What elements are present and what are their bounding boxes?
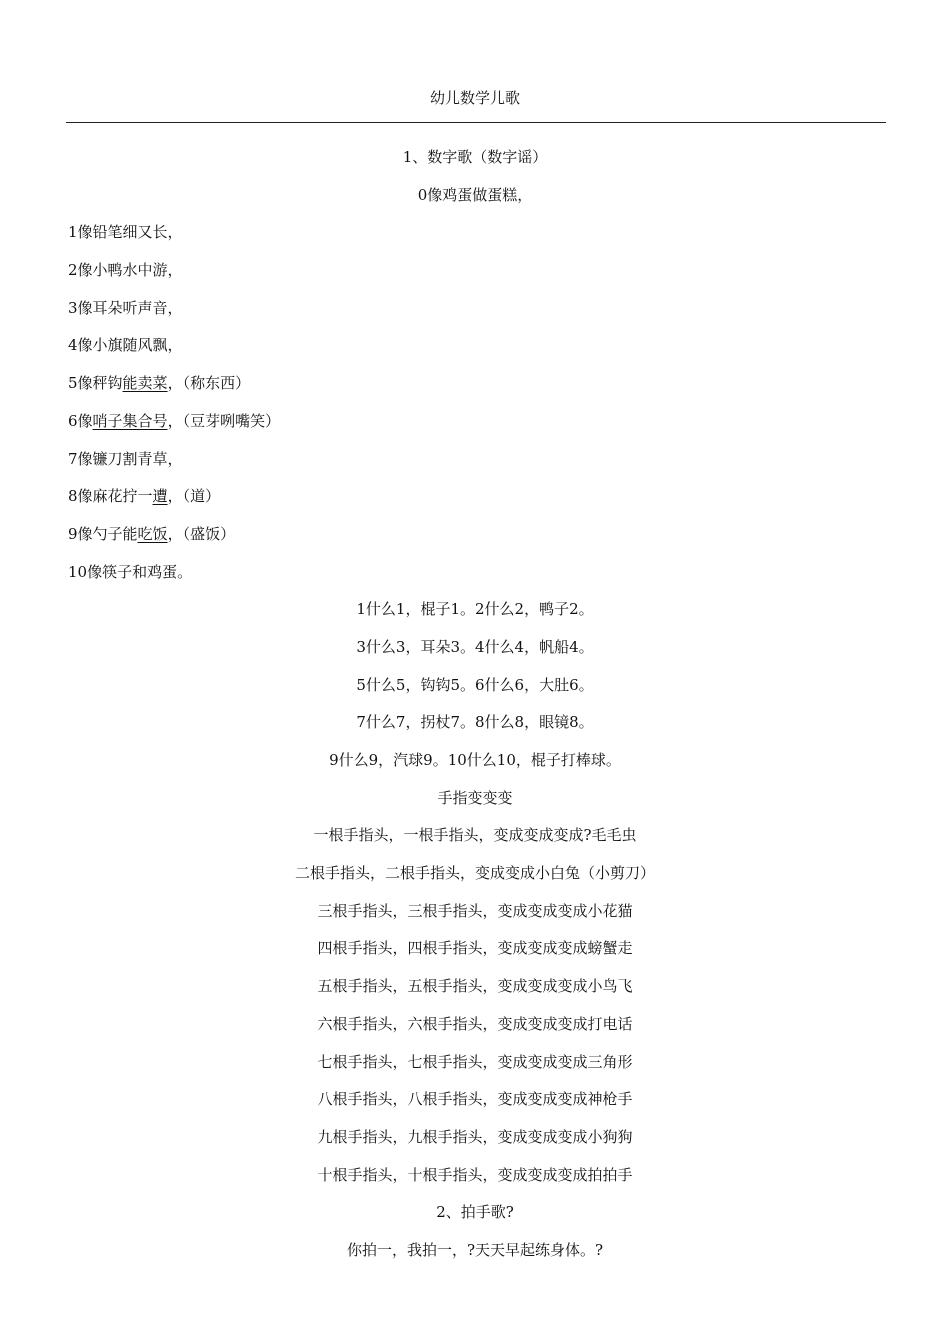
finger-line-6: 六根手指头，六根手指头，变成变成变成打电话 (317, 1014, 633, 1033)
verse-line-2: 2像小鸭水中游， (68, 261, 183, 280)
verse-line-9-underlined: 吃饭 (137, 524, 168, 543)
what-line-2: 3什么3，耳朵3。4什么4，帆船4。 (356, 637, 594, 656)
what-line-5: 9什么9，汽球9。10什么10，棍子打棒球。 (329, 751, 621, 769)
finger-line-5: 五根手指头，五根手指头，变成变成变成小鸟飞 (317, 977, 633, 996)
section-title-clap-song: 2、拍手歌? (436, 1203, 514, 1222)
finger-line-7: 七根手指头，七根手指头，变成变成变成三角形 (317, 1052, 633, 1071)
verse-line-8-start: 8像麻花拧一 (68, 487, 153, 506)
verse-line-4: 4像小旗随风飘， (68, 336, 183, 355)
verse-line-1: 1像铅笔细又长， (68, 223, 183, 242)
finger-line-8: 八根手指头，八根手指头，变成变成变成神枪手 (317, 1090, 633, 1109)
verse-line-10: 10像筷子和鸡蛋。 (68, 562, 193, 581)
verse-line-0: 0像鸡蛋做蛋糕， (417, 185, 533, 204)
verse-line-6 (0, 410, 950, 448)
verse-line-5-end: ，（称东西） (167, 374, 251, 393)
verse-line-5 (0, 372, 950, 410)
finger-line-10: 十根手指头，十根手指头，变成变成变成拍拍手 (317, 1165, 633, 1184)
finger-line-4: 四根手指头，四根手指头，变成变成变成螃蟹走 (317, 939, 633, 958)
verse-line-7: 7像镰刀割青草， (68, 449, 183, 468)
finger-line-1: 一根手指头，一根手指头，变成变成变成?毛毛虫 (313, 826, 637, 845)
finger-line-3: 三根手指头，三根手指头，变成变成变成小花猫 (317, 901, 633, 920)
verse-line-6-end: ，（豆芽咧嘴笑） (167, 411, 281, 430)
clap-line-1: 你拍一，我拍一，?天天早起练身体。? (346, 1240, 604, 1259)
what-line-1: 1什么1，棍子1。2什么2，鸭子2。 (356, 600, 594, 619)
verse-line-8-end: ，（道） (167, 487, 221, 506)
what-line-3: 5什么5，钩钩5。6什么6，大肚6。 (356, 675, 594, 694)
verse-line-8-underlined: 遭 (152, 487, 168, 506)
finger-line-2: 二根手指头，二根手指头，变成变成小白兔（小剪刀） (294, 864, 655, 883)
what-line-4: 7什么7，拐杖7。8什么8，眼镜8。 (356, 713, 594, 732)
document-body (0, 146, 950, 1277)
verse-line-5-underlined: 能卖菜 (122, 374, 168, 393)
section-title-fingers: 手指变变变 (437, 788, 513, 807)
verse-line-9 (0, 523, 950, 561)
finger-line-9: 九根手指头，九根手指头，变成变成变成小狗狗 (317, 1127, 633, 1146)
verse-line-9-end: ，（盛饭） (167, 524, 236, 543)
verse-line-8 (0, 485, 950, 523)
verse-line-9-start: 9像勺子能 (68, 524, 138, 543)
verse-line-5-start: 5像秤钩 (68, 374, 123, 393)
verse-line-6-underlined: 哨子集合号 (92, 411, 168, 430)
header-rule (66, 122, 886, 123)
verse-line-3: 3像耳朵听声音， (68, 298, 183, 317)
page-title: 幼儿数学儿歌 (429, 89, 520, 107)
verse-line-6-start: 6像 (68, 411, 93, 430)
section-title-number-song: 1、数字歌（数字谣） (402, 148, 548, 166)
